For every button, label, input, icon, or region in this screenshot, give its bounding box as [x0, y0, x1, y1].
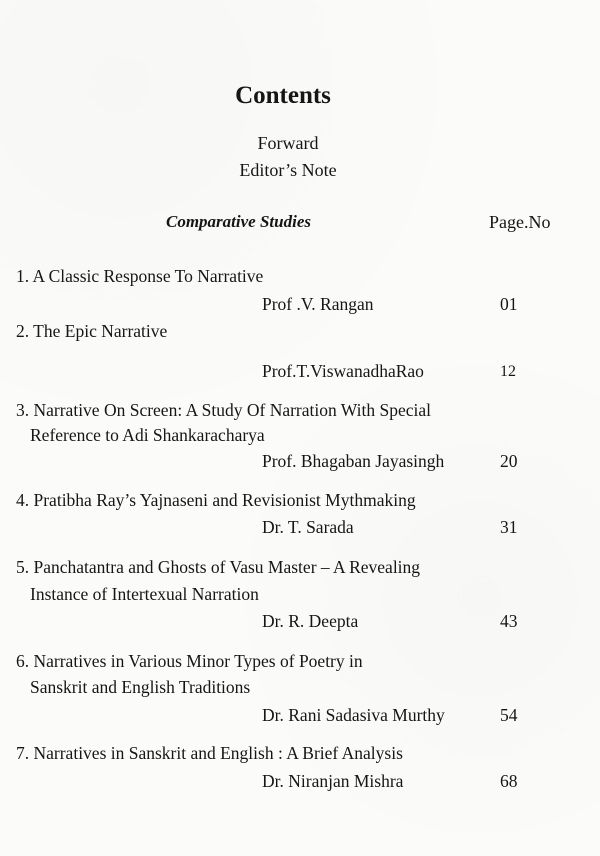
- entry-5-page: 43: [500, 611, 518, 631]
- entry-4-title-line-1: 4. Pratibha Ray’s Yajnaseni and Revisionist Mythmaking: [16, 490, 416, 510]
- entry-1-page: 01: [500, 294, 518, 314]
- entry-3-title-line-2: Reference to Adi Shankaracharya: [30, 425, 265, 445]
- entry-7-title-line-1: 7. Narratives in Sanskrit and English : A Brief Analysis: [16, 743, 403, 763]
- front-matter-forward: Forward: [257, 133, 319, 153]
- entry-6-page: 54: [500, 705, 518, 725]
- entry-3-author: Prof. Bhagaban Jayasingh: [262, 451, 445, 471]
- entry-5-author: Dr. R. Deepta: [262, 611, 359, 631]
- front-matter-editors-note: Editor’s Note: [239, 160, 337, 180]
- entry-1-title-line-1: 1. A Classic Response To Narrative: [16, 266, 264, 286]
- entry-2-page: 12: [500, 363, 516, 380]
- section-heading: Comparative Studies: [166, 212, 311, 231]
- entry-4-page: 31: [500, 517, 518, 537]
- entry-5-title-line-1: 5. Panchatantra and Ghosts of Vasu Master – A Revealing: [16, 557, 421, 577]
- page-title: Contents: [235, 82, 331, 109]
- entry-6-author: Dr. Rani Sadasiva Murthy: [262, 705, 445, 725]
- entry-4-author: Dr. T. Sarada: [262, 517, 354, 537]
- page-number-header: Page.No: [489, 212, 551, 232]
- entry-3-title-line-1: 3. Narrative On Screen: A Study Of Narration With Special: [16, 400, 431, 420]
- entry-5-title-line-2: Instance of Intertexual Narration: [30, 584, 259, 604]
- entry-3-page: 20: [500, 451, 518, 471]
- entry-6-title-line-2: Sanskrit and English Traditions: [30, 677, 251, 697]
- entry-6-title-line-1: 6. Narratives in Various Minor Types of Poetry in: [16, 651, 363, 671]
- entry-2-title-line-1: 2. The Epic Narrative: [16, 321, 168, 341]
- entry-1-author: Prof .V. Rangan: [262, 294, 374, 314]
- entry-7-author: Dr. Niranjan Mishra: [262, 771, 404, 791]
- entry-7-page: 68: [500, 771, 518, 791]
- entry-2-author: Prof.T.ViswanadhaRao: [262, 361, 424, 381]
